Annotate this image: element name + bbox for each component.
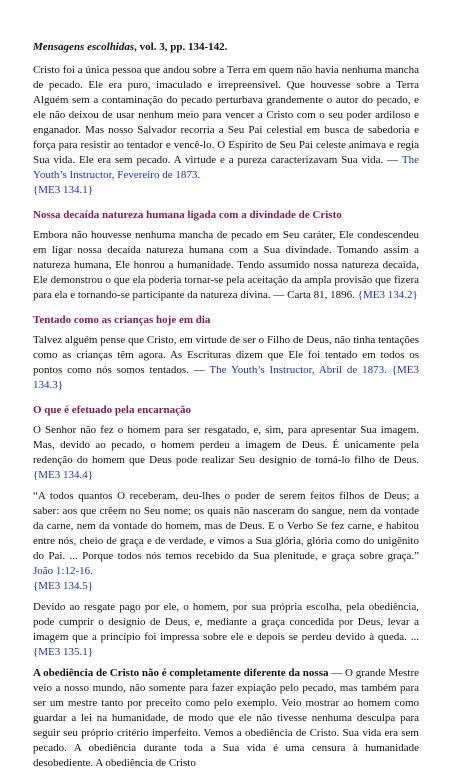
section-heading-tentado: Tentado como as crianças hoje em dia: [33, 314, 211, 326]
paragraph-encarnacao-quote: [33, 489, 419, 594]
lead-heading: A obediência de Cristo não é completamente diferente da nossa: [33, 667, 329, 679]
reference-link[interactable]: {ME3 134.3}: [33, 364, 419, 391]
paragraph-encarnacao-1: [33, 423, 419, 483]
paragraph-intro: [33, 63, 419, 198]
paragraph-text: Devido ao resgate pago por ele, o homem, por sua própria escolha, pela obediência, pode cumprir o desígnio de Deus, e, mediante a graça concedida por Deus, levar a imagem que a princípio foi impressa sobre ele e depois se perdeu devido à queda. ...: [33, 601, 419, 643]
paragraph-encarnacao-3: [33, 600, 419, 660]
paragraph-text: Embora não houvesse nenhuma mancha de pecado em Seu caráter, Ele condescendeu em ligar nossa decaída natureza humana com a Sua divindade. Tomando assim a natureza humana, Ele honrou a humanidade. Tendo assumido nossa natureza decaída, Ele demonstrou o que ela poderia tornar-se pela aceitação da ampla provisão que fizera para ela e tornando-se participante da natureza divina. — Carta 81, 1896.: [33, 229, 419, 301]
paragraph-text: Cristo foi a única pessoa que andou sobre a Terra em quem não havia nenhuma mancha de pecado. Ele era puro, imaculado e irrepreensível. Que houvesse sobre a Terra Alguém sem a contaminação do pecado perturbava grandemente o autor do pecado, e ele não deixou de usar nenhum meio para vencer a Cristo com o seu poder ardiloso e enganador. Mas nosso Salvador recorria a Seu Pai celestial em busca de sabedoria e força para resistir ao tentador e vencê-lo. O Espírito de Seu Pai celeste animava e regia Sua vida. Ele era sem pecado. A virtude e a pureza caracterizavam Sua vida. —: [33, 64, 419, 166]
scripture-link[interactable]: João 1:12-16.: [33, 565, 93, 577]
section-heading-natureza: Nossa decaída natureza humana ligada com a divindade de Cristo: [33, 209, 342, 221]
paragraph-obediencia: [33, 666, 419, 771]
paragraph-text: — O grande Mestre veio a nosso mundo, não somente para fazer expiação pelo pecado, mas também para ser um mestre tanto por preceito como pelo exemplo. Veio mostrar ao homem como guardar a lei na humanidade, de modo que ele não tivesse nenhuma desculpa para seguir seu próprio critério imperfeito. Vemos a obediência de Cristo. Sua vida era sem pecado. A obediência durante toda a Sua vida é uma censura à humanidade desobediente. A obediência de Cristo: [33, 667, 420, 769]
reference-link[interactable]: {ME3 135.1}: [33, 646, 94, 658]
book-pages: , vol. 3, pp. 134-142.: [134, 41, 228, 53]
paragraph-text: Talvez alguém pense que Cristo, em virtude de ser o Filho de Deus, não tinha tentações como as crianças têm agora. As Escrituras dizem que Ele foi tentado em todos os pontos como nós somos tentados. —: [33, 334, 419, 376]
book-title: Mensagens escolhidas: [33, 41, 135, 53]
document-header: [33, 40, 419, 55]
section-heading-encarnacao: O que é efetuado pela encarnação: [33, 404, 191, 416]
source-link[interactable]: The Youth’s Instructor, Abril de 1873.: [209, 364, 387, 376]
reference-link[interactable]: {ME3 134.1}: [33, 184, 94, 196]
reference-link[interactable]: {ME3 134.5}: [33, 580, 94, 592]
reference-link[interactable]: {ME3 134.4}: [33, 469, 94, 481]
quote-text: “A todos quantos O receberam, deu-lhes o poder de serem feitos filhos de Deus; a saber: aos que crêem no Seu nome; os quais não nasceram do sangue, nem da vontade da carne, nem da vontade do homem, mas de Deus. E o Verbo Se fez carne, e habitou entre nós, cheio de graça e de verdade, e vimos a Sua glória, glória como do unigênito do Pai. ... Porque todos nós temos recebido da Sua plenitude, e graça sobre graça.”: [33, 490, 419, 562]
paragraph-text: O Senhor não fez o homem para ser resgatado, e, sim, para apresentar Sua imagem. Mas, devido ao pecado, o homem perdeu a imagem de Deus. É unicamente pela redenção do homem que Deus pode realizar Seu desígnio de torná-lo filho de Deus.: [33, 424, 419, 466]
source-link[interactable]: The Youth’s Instructor, Fevereiro de 1873.: [33, 154, 419, 181]
paragraph-natureza: [33, 228, 419, 303]
paragraph-tentado: [33, 333, 419, 393]
reference-link[interactable]: {ME3 134.2}: [357, 289, 418, 301]
